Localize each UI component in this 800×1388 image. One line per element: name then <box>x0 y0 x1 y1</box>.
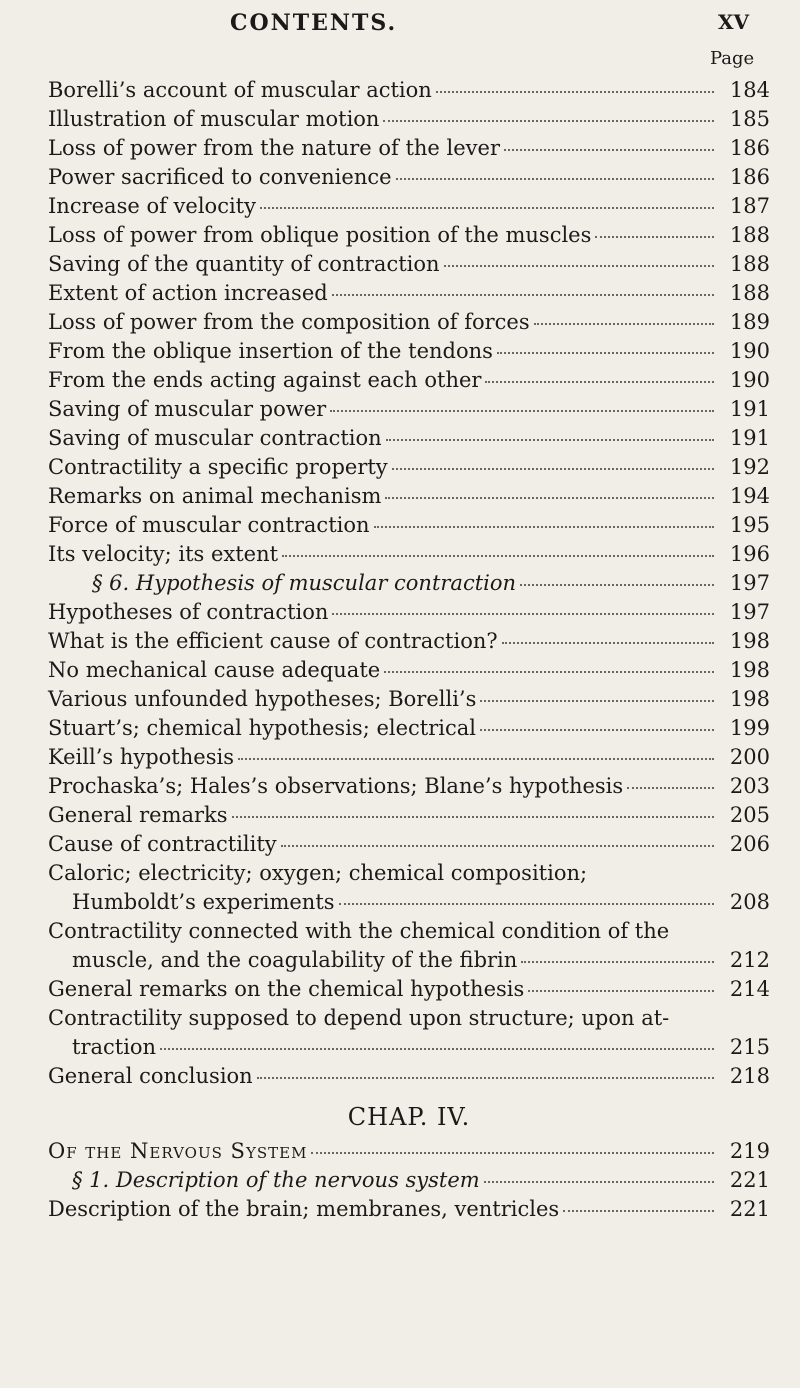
dot-leader <box>332 613 714 615</box>
toc-entry <box>48 511 770 540</box>
toc-entry-title: General remarks <box>48 803 228 827</box>
toc-entry <box>48 453 770 482</box>
toc-entry-page: 190 <box>729 368 770 392</box>
toc-entry <box>48 627 770 656</box>
running-header-page-number: XV <box>718 10 750 34</box>
toc-entry-title: traction <box>72 1035 157 1059</box>
dot-leader <box>392 468 714 470</box>
toc-entry-page: 215 <box>729 1035 770 1059</box>
toc-entry-page: 203 <box>729 774 770 798</box>
toc-entry <box>48 366 770 395</box>
toc-entry-page: 191 <box>729 426 770 450</box>
dot-leader <box>311 1152 714 1154</box>
dot-leader <box>282 555 714 557</box>
toc-entry <box>48 337 770 366</box>
dot-leader <box>232 816 714 818</box>
toc-entry-title: From the oblique insertion of the tendons <box>48 339 493 363</box>
toc-entry-continuation <box>48 946 770 975</box>
toc-section-entry <box>48 1166 770 1195</box>
dot-leader <box>444 265 714 267</box>
toc-entry-title: Prochaska’s; Hales’s observations; Blane’s hypothesis <box>48 774 624 798</box>
toc-entry-title: Description of the brain; membranes, ventricles <box>48 1197 560 1221</box>
toc-entry-page: 198 <box>729 629 770 653</box>
dot-leader <box>480 700 714 702</box>
dot-leader <box>384 671 714 673</box>
toc-entry-title: Saving of muscular power <box>48 397 327 421</box>
toc-entry <box>48 192 770 221</box>
dot-leader <box>502 642 714 644</box>
toc-entry-page: 205 <box>729 803 770 827</box>
toc-entry-title: Loss of power from the nature of the lever <box>48 136 501 160</box>
toc-entry-page: 188 <box>729 252 770 276</box>
toc-entry-page: 189 <box>729 310 770 334</box>
toc-entry-title: What is the efficient cause of contraction? <box>48 629 498 653</box>
toc-entry-page: 198 <box>729 687 770 711</box>
toc-entry-title: Stuart’s; chemical hypothesis; electrical <box>48 716 476 740</box>
dot-leader <box>520 584 714 586</box>
toc-entry-title: Saving of muscular contraction <box>48 426 382 450</box>
toc-entry <box>48 424 770 453</box>
toc-entry-title: Hypotheses of contraction <box>48 600 329 624</box>
dot-leader <box>534 323 714 325</box>
toc-entry-page: 188 <box>729 223 770 247</box>
running-header-title: CONTENTS. <box>230 10 398 36</box>
toc-entry <box>48 308 770 337</box>
toc-entry-page: 185 <box>729 107 770 131</box>
toc-entry-page: 212 <box>729 948 770 972</box>
toc-entry-title: Force of muscular contraction <box>48 513 370 537</box>
toc-entry-continuation <box>48 888 770 917</box>
toc-entry-page: 192 <box>729 455 770 479</box>
toc-entry <box>48 1062 770 1091</box>
toc-entry <box>48 250 770 279</box>
dot-leader <box>595 236 714 238</box>
dot-leader <box>396 178 714 180</box>
dot-leader <box>385 497 714 499</box>
dot-leader <box>238 758 714 760</box>
toc-entry-page: 186 <box>729 165 770 189</box>
toc-entry-wrapped <box>48 1004 770 1033</box>
dot-leader <box>332 294 714 296</box>
toc-entry-page: 199 <box>729 716 770 740</box>
dot-leader <box>521 961 714 963</box>
toc-entry <box>48 975 770 1004</box>
dot-leader <box>497 352 714 354</box>
toc-entry-page: 200 <box>729 745 770 769</box>
toc-entry <box>48 163 770 192</box>
toc-entry-title: Contractility connected with the chemical condition of the <box>48 919 670 943</box>
toc-entry-wrapped <box>48 859 770 888</box>
toc-entry-page: 221 <box>729 1168 770 1192</box>
toc-entry-title: Remarks on animal mechanism <box>48 484 382 508</box>
toc-entry-continuation <box>48 1033 770 1062</box>
toc-entry <box>48 279 770 308</box>
toc-entry <box>48 482 770 511</box>
toc-entry-page: 187 <box>729 194 770 218</box>
toc-section-title: § 1. Description of the nervous system <box>72 1168 480 1192</box>
toc-entry-title: Borelli’s account of muscular action <box>48 78 432 102</box>
toc-entry-title: Contractility a specific property <box>48 455 388 479</box>
toc-entry <box>48 76 770 105</box>
toc-entry-title: Illustration of muscular motion <box>48 107 380 131</box>
dot-leader <box>281 845 714 847</box>
toc-entry-title: Contractility supposed to depend upon structure; upon at- <box>48 1006 670 1030</box>
toc-entry-page: 219 <box>729 1139 770 1163</box>
toc-entry-page: 195 <box>729 513 770 537</box>
toc-section-title: § 6. Hypothesis of muscular contraction <box>92 571 517 595</box>
toc-entry <box>48 105 770 134</box>
toc-entry <box>48 772 770 801</box>
toc-entry-title: muscle, and the coagulability of the fibrin <box>72 948 518 972</box>
toc-entry-page: 214 <box>729 977 770 1001</box>
toc-section-entry <box>48 569 770 598</box>
dot-leader <box>563 1210 714 1212</box>
toc-entry-title: Humboldt’s experiments <box>72 890 335 914</box>
toc-entry <box>48 598 770 627</box>
toc-entry <box>48 1195 770 1224</box>
dot-leader <box>484 1181 714 1183</box>
toc-entry-title: No mechanical cause adequate <box>48 658 381 682</box>
toc-entry-page: 218 <box>729 1064 770 1088</box>
toc-entry-title: Caloric; electricity; oxygen; chemical composition; <box>48 861 588 885</box>
toc-entry-page: 198 <box>729 658 770 682</box>
toc-entry <box>48 395 770 424</box>
toc-entry-title: From the ends acting against each other <box>48 368 482 392</box>
toc-entry <box>48 656 770 685</box>
toc-entry-page: 194 <box>729 484 770 508</box>
toc-entry <box>48 1137 770 1166</box>
dot-leader <box>260 207 714 209</box>
toc-entry-title: Various unfounded hypotheses; Borelli’s <box>48 687 477 711</box>
toc-entry-page: 197 <box>729 571 770 595</box>
toc-entry <box>48 714 770 743</box>
dot-leader <box>627 787 714 789</box>
toc-entry-title: Cause of contractility <box>48 832 277 856</box>
dot-leader <box>339 903 714 905</box>
toc-entry-page: 191 <box>729 397 770 421</box>
toc-entry-title: General conclusion <box>48 1064 253 1088</box>
dot-leader <box>386 439 714 441</box>
dot-leader <box>528 990 714 992</box>
toc-entry <box>48 540 770 569</box>
page-column-label: Page <box>710 48 755 69</box>
table-of-contents <box>48 76 770 1224</box>
toc-entry <box>48 801 770 830</box>
dot-leader <box>160 1048 714 1050</box>
toc-entry <box>48 743 770 772</box>
toc-entry-title: Saving of the quantity of contraction <box>48 252 440 276</box>
dot-leader <box>257 1077 714 1079</box>
toc-entry <box>48 221 770 250</box>
toc-entry-title: Extent of action increased <box>48 281 328 305</box>
toc-entry-page: 196 <box>729 542 770 566</box>
toc-entry-page: 186 <box>729 136 770 160</box>
toc-entry-title: General remarks on the chemical hypothesis <box>48 977 525 1001</box>
toc-entry-title: Loss of power from the composition of forces <box>48 310 530 334</box>
toc-entry-page: 221 <box>729 1197 770 1221</box>
toc-entry-title: Loss of power from oblique position of the muscles <box>48 223 592 247</box>
toc-entry-title: Its velocity; its extent <box>48 542 279 566</box>
toc-entry-page: 188 <box>729 281 770 305</box>
toc-entry <box>48 830 770 859</box>
toc-chapter-title: Of the Nervous System <box>48 1139 308 1163</box>
dot-leader <box>436 91 714 93</box>
dot-leader <box>504 149 714 151</box>
toc-entry-wrapped <box>48 917 770 946</box>
chapter-heading: CHAP. IV. <box>347 1103 471 1131</box>
toc-entry-page: 197 <box>729 600 770 624</box>
toc-entry <box>48 685 770 714</box>
toc-entry-title: Power sacrificed to convenience <box>48 165 392 189</box>
toc-entry-page: 206 <box>729 832 770 856</box>
toc-entry-page: 184 <box>729 78 770 102</box>
toc-entry-title: Keill’s hypothesis <box>48 745 234 769</box>
dot-leader <box>374 526 714 528</box>
toc-entry-title: Increase of velocity <box>48 194 256 218</box>
dot-leader <box>485 381 714 383</box>
toc-entry-page: 208 <box>729 890 770 914</box>
dot-leader <box>383 120 714 122</box>
dot-leader <box>480 729 714 731</box>
toc-entry <box>48 134 770 163</box>
dot-leader <box>330 410 714 412</box>
toc-entry-page: 190 <box>729 339 770 363</box>
